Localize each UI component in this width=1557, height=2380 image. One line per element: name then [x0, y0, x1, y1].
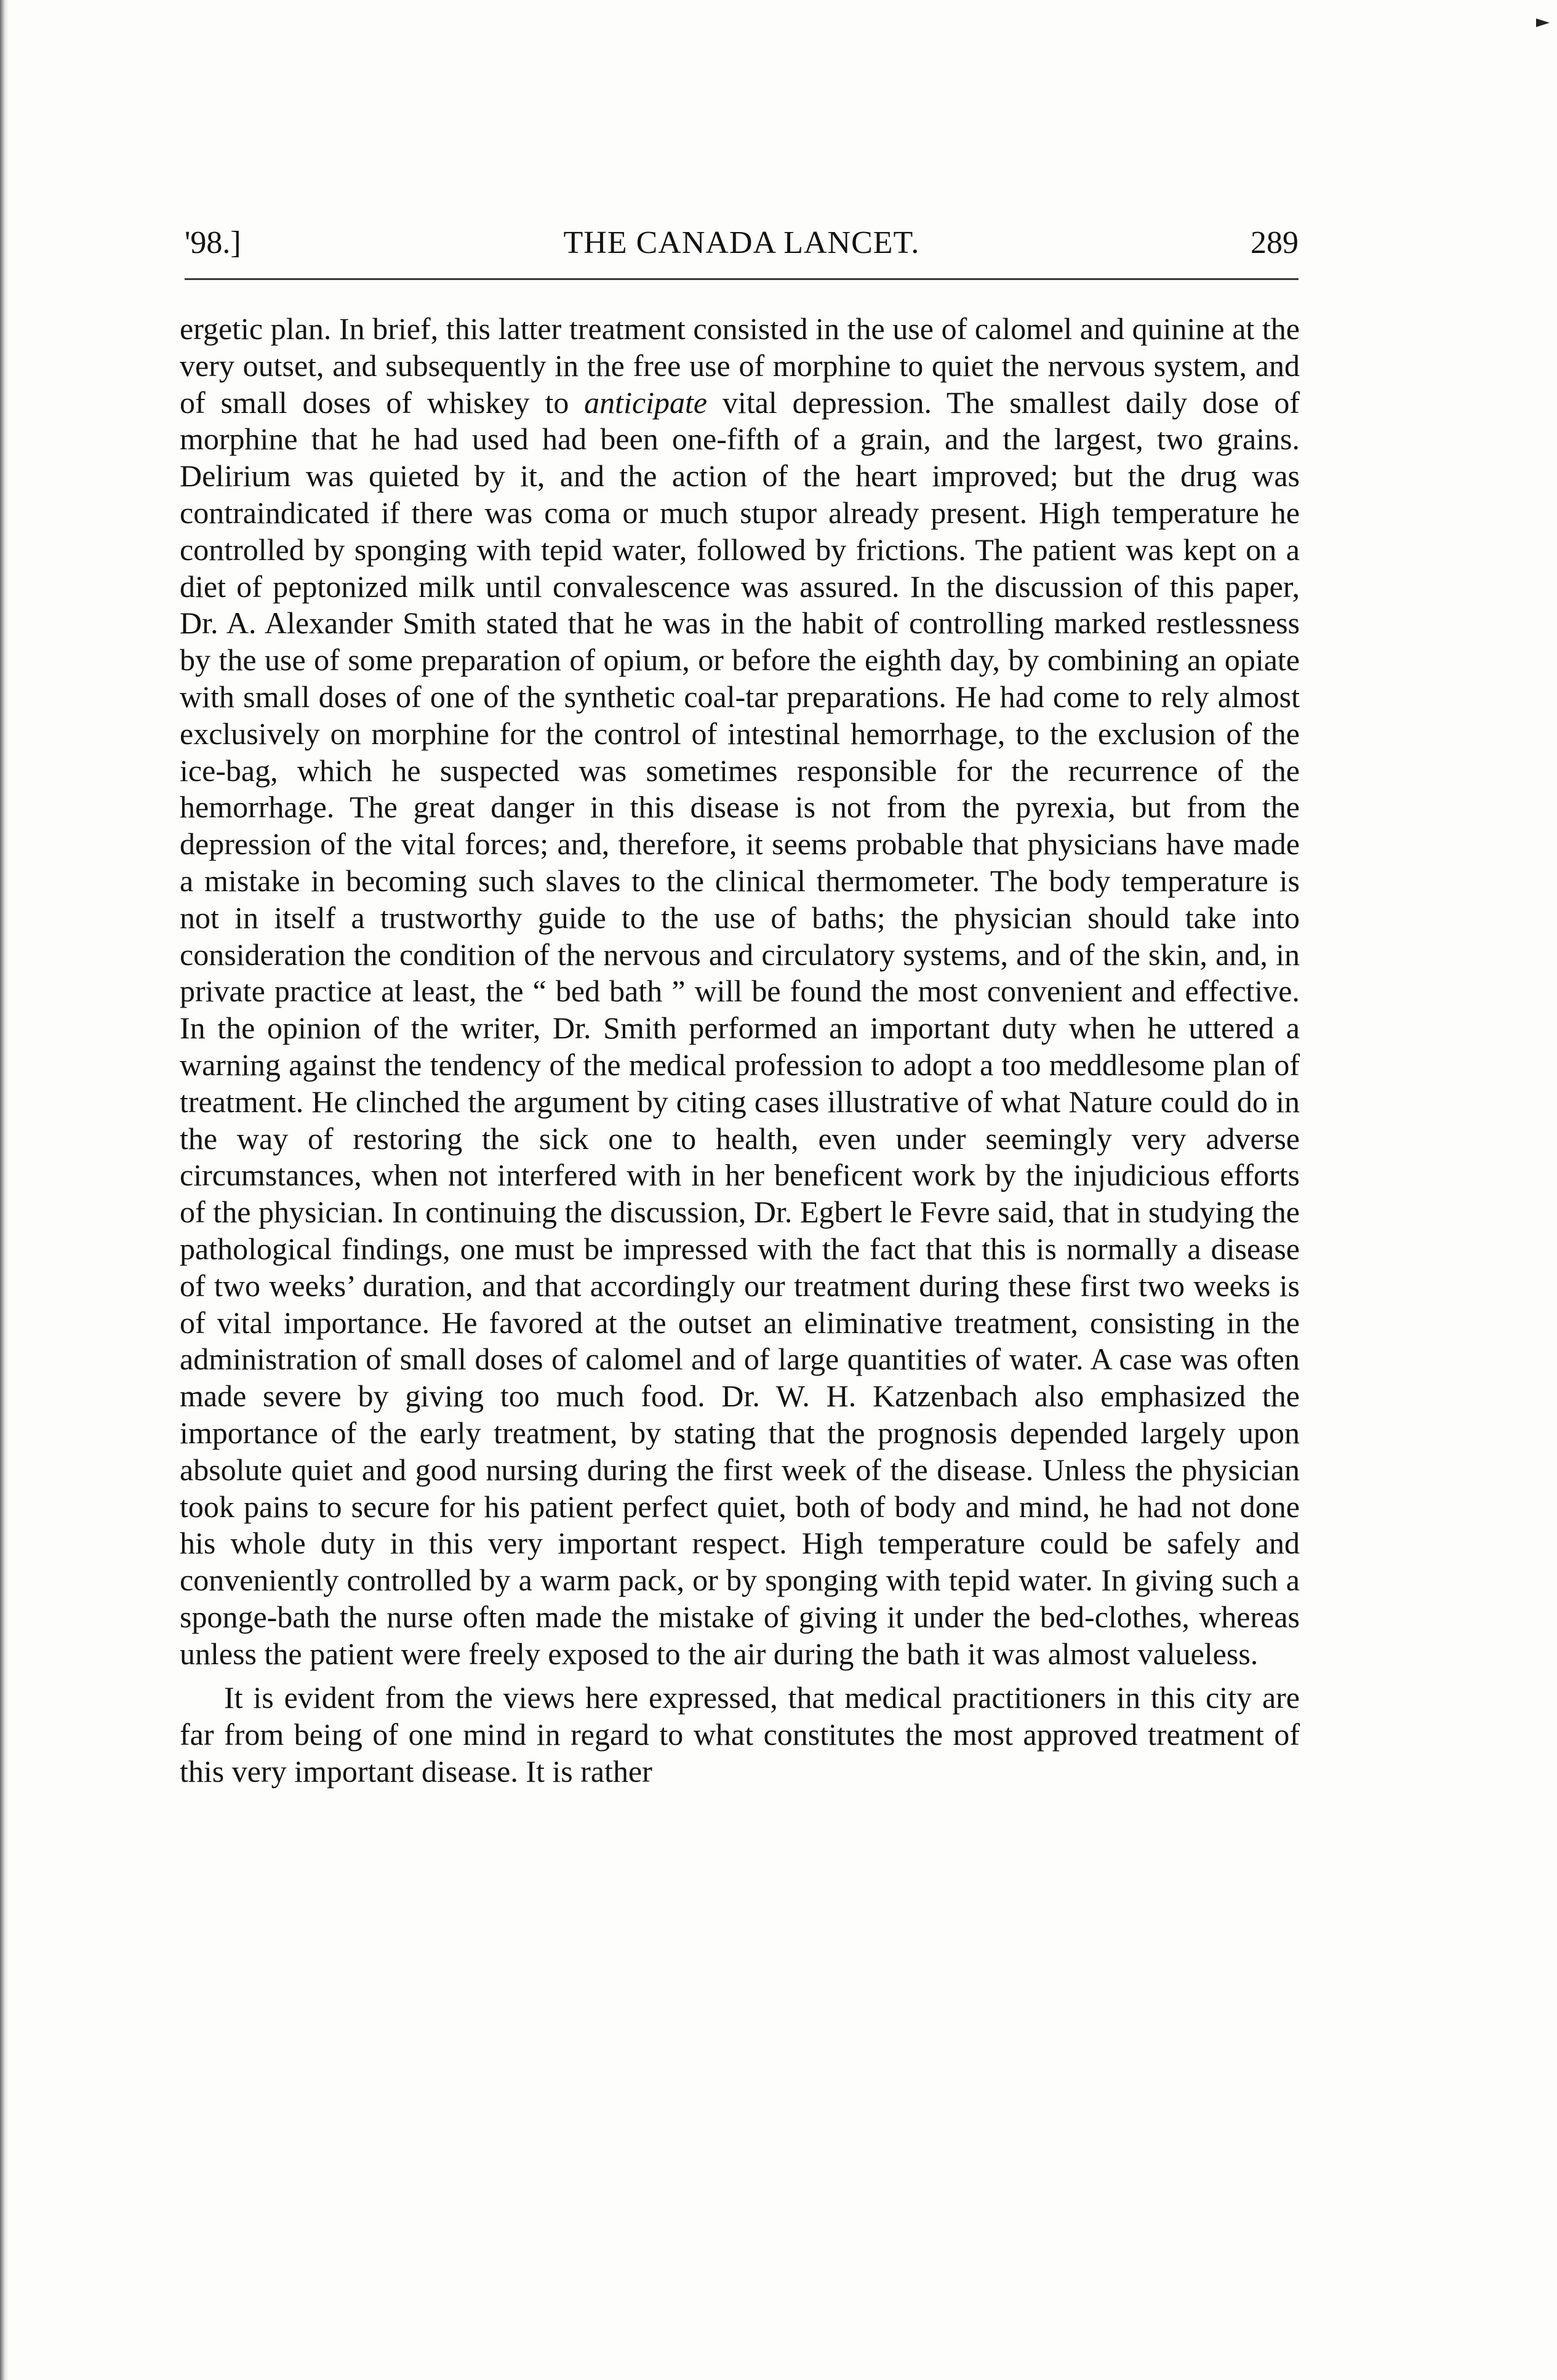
journal-title: THE CANADA LANCET. [563, 225, 920, 260]
paragraph-2: It is evident from the views here expressed, that medical practitioners in this city are far from being of one mind in regard to what constitutes the most approved treatment of this very important disease. It is rather [180, 1680, 1300, 1789]
page-number: 289 [1251, 225, 1299, 260]
corner-arrow-icon [1536, 18, 1550, 27]
paragraph-1-start: ergetic plan. In brief, this latter treatment consisted in the use of calomel and quinine at the very outset, and subsequently in the free use of morphine to quiet the nervous system, and of small doses of whiskey to [180, 311, 1300, 420]
page-binding-edge [0, 0, 9, 2380]
italic-word: anticipate [584, 385, 708, 420]
article-body [180, 311, 1300, 1790]
running-head [185, 218, 1299, 268]
paragraph-1 [180, 311, 1300, 1672]
year-marker: '98.] [185, 225, 241, 260]
header-rule [185, 278, 1299, 280]
paragraph-1-rest: vital depression. The smallest daily dose of morphine that he had used had been one-fifth of a grain, and the largest, two grains. Delirium was quieted by it, and the action of the heart improved; but the drug was contraindicated if there was coma or much stupor already present. High temperature he controlled by sponging with tepid water, followed by frictions. The patient was kept on a diet of peptonized milk until convalescence was assured. In the discussion of this paper, Dr. A. Alexander Smith stated that he was in the habit of controlling marked restlessness by the use of some preparation of opium, or before the eighth day, by combining an opiate with small doses of one of the synthetic coal-tar preparations. He had come to rely almost exclusively on morphine for the control of intestinal hemorrhage, to the exclusion of the ice-bag, which he suspected was sometimes responsible for the recurrence of the hemorrhage. The great danger in this disease is not from the pyrexia, but from the depression of the vital forces; and, therefore, it seems probable that physicians have made a mistake in becoming such slaves to the clinical thermometer. The body temperature is not in itself a trustworthy guide to the use of baths; the physician should take into consideration the condition of the nervous and circulatory systems, and of the skin, and, in private practice at least, the “ bed bath ” will be found the most convenient and effective. In the opinion of the writer, Dr. Smith performed an important duty when he uttered a warning against the tendency of the medical profession to adopt a too meddlesome plan of treatment. He clinched the argument by citing cases illustrative of what Nature could do in the way of restoring the sick one to health, even under seemingly very adverse circumstances, when not interfered with in her beneficent work by the injudicious efforts of the physician. In continuing the discussion, Dr. Egbert le Fevre said, that in studying the pathological findings, one must be impressed with the fact that this is normally a disease of two weeks’ duration, and that accordingly our treatment during these first two weeks is of vital importance. He favored at the outset an eliminative treatment, consisting in the administration of small doses of calomel and of large quantities of water. A case was often made severe by giving too much food. Dr. W. H. Katzenbach also emphasized the importance of the early treatment, by stating that the prognosis depended largely upon absolute quiet and good nursing during the first week of the disease. Unless the physician took pains to secure for his patient perfect quiet, both of body and mind, he had not done his whole duty in this very important respect. High temperature could be safely and conveniently controlled by a warm pack, or by sponging with tepid water. In giving such a sponge-bath the nurse often made the mistake of giving it under the bed-clothes, whereas unless the patient were freely exposed to the air during the bath it was almost valueless. [180, 385, 1300, 1671]
